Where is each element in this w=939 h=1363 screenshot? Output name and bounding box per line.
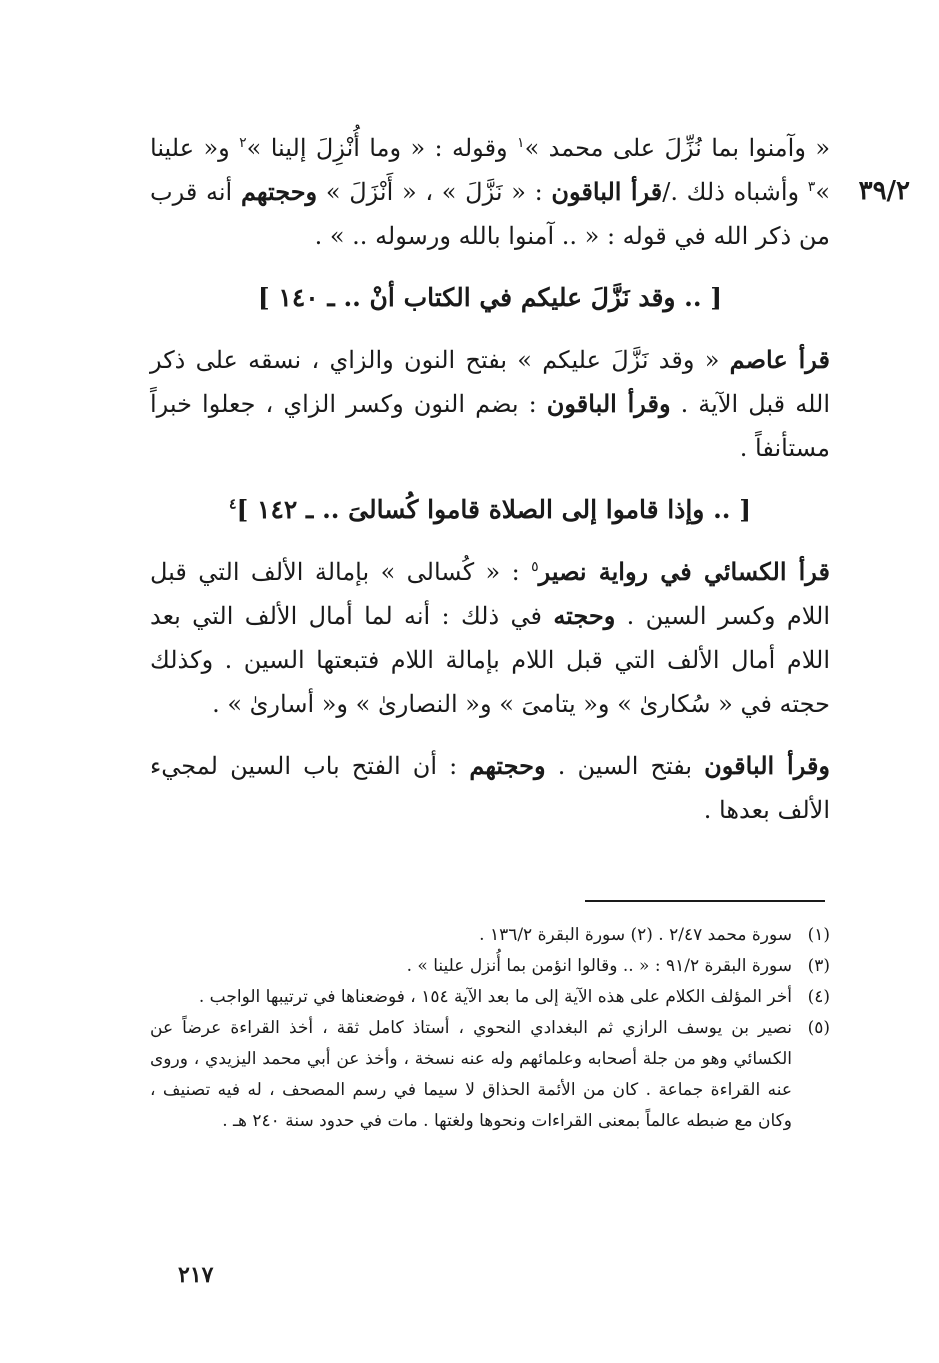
footnote-text: نصير بن يوسف الرازي ثم البغدادي النحوي ، أستاذ كامل ثقة ، أخذ القراءة عرضاً عن الكسائي وهو من جلة أصحابه وعلمائهم وله عنه نسخة ، وأخذ عن أبي محمد اليزيدي ، وروى عنه القراءة جماعة . كان من الأئمة الحذاق لا سيما في رسم المصحف ، له فيه تصنيف ، وكان مع ضبطه عالماً بمعنى القراءات ونحوها ولغتها . مات في حدود سنة ٢٤٠ هـ . — [150, 1018, 792, 1131]
intro-paragraph — [150, 126, 830, 258]
footnote — [150, 920, 830, 951]
argument-term: وحجتهم — [469, 751, 546, 780]
paragraph-text: : بضم النون وكسر الزاي ، جعلوا خبراً مستأنفاً . — [150, 390, 830, 462]
intro-text: وأشباه ذلك ./ — [662, 178, 808, 206]
page-number: ٢١٧ — [178, 1262, 214, 1288]
reader-name: قرأ الكسائي في رواية نصير — [538, 557, 831, 586]
footnote-ref-2: ٢ — [239, 135, 247, 151]
reader-name: وقرأ الباقون — [704, 751, 831, 780]
paragraph-others — [150, 744, 830, 832]
paragraph-text: بفتح السين . — [545, 752, 705, 780]
footnote — [150, 982, 830, 1013]
paragraph-text: « وقد نَزَّلَ عليكم » بفتح النون والزاي ، نسقه على ذكر الله قبل الآية . — [150, 346, 831, 418]
footnote-text: أخر المؤلف الكلام على هذه الآية إلى ما بعد الآية ١٥٤ ، فوضعناها في ترتيبها الواجب . — [198, 987, 792, 1007]
footnote-ref-1: ١ — [517, 135, 525, 151]
paragraph-text: في ذلك : أنه لما أمال الألف التي بعد اللام أمال الألف التي قبل اللام بإمالة اللام فتبعتها السين . وكذلك حجته في « سُكارىٰ » و« يتامىَ » و« النصارىٰ » و« أسارىٰ » . — [150, 602, 830, 718]
verse-heading-140: [ .. وقد نَزَّلَ عليكم في الكتاب أنْ .. ـ ١٤٠ ] — [257, 283, 723, 312]
heading-text: [ .. وإذا قاموا إلى الصلاة قاموا كُسالىَ .. ـ ١٤٢ ] — [236, 495, 752, 524]
footnote-ref-4: ٤ — [228, 496, 237, 513]
intro-text: « وآمنوا بما نُزِّلَ على محمد » — [524, 134, 830, 162]
argument-term: وحجته — [553, 601, 616, 630]
margin-reference: ٣٩/٢ — [858, 176, 910, 206]
footnote-divider — [585, 900, 825, 902]
footnote — [150, 951, 830, 982]
footnote-text: سورة البقرة ٩١/٢ : « .. وقالوا انؤمن بما أُنزل علينا » . — [406, 956, 792, 976]
main-text — [150, 126, 830, 832]
footnote — [150, 1013, 830, 1137]
intro-text: أنه قرب من ذكر الله في قوله : « .. آمنوا بالله ورسوله .. » . — [150, 178, 830, 250]
verse-heading-142 — [150, 488, 830, 532]
reader-name: قرأ عاصم — [729, 345, 830, 374]
footnote-number: (١) — [807, 925, 830, 945]
paragraph-text: : « كُسالى » بإمالة الألف التي قبل اللام وكسر السين . — [150, 558, 831, 630]
reader-name: وقرأ الباقون — [546, 389, 671, 418]
intro-text: وقوله : « وما أُنْزِلَ إلينا » — [246, 134, 518, 162]
paragraph-kisai — [150, 550, 830, 726]
footnote-text: سورة محمد ٢/٤٧ . (٢) سورة البقرة ١٣٦/٢ . — [479, 925, 792, 945]
footnote-ref-5: ٥ — [531, 559, 539, 575]
paragraph-text: : أن الفتح باب السين لمجيء الألف بعدها . — [150, 752, 830, 824]
reader-name: قرأ الباقون — [551, 177, 663, 206]
intro-text: و« علينا » — [150, 134, 831, 206]
intro-text: : « نَزَّلَ » ، « أَنْزَلَ » — [317, 178, 552, 206]
footnote-number: (٥) — [807, 1018, 830, 1038]
footnotes — [150, 920, 830, 1137]
footnote-ref-3: ٣ — [807, 179, 816, 195]
footnote-number: (٤) — [807, 987, 830, 1007]
argument-term: وحجتهم — [240, 177, 318, 206]
paragraph-asim — [150, 338, 830, 470]
footnote-number: (٣) — [807, 956, 830, 976]
